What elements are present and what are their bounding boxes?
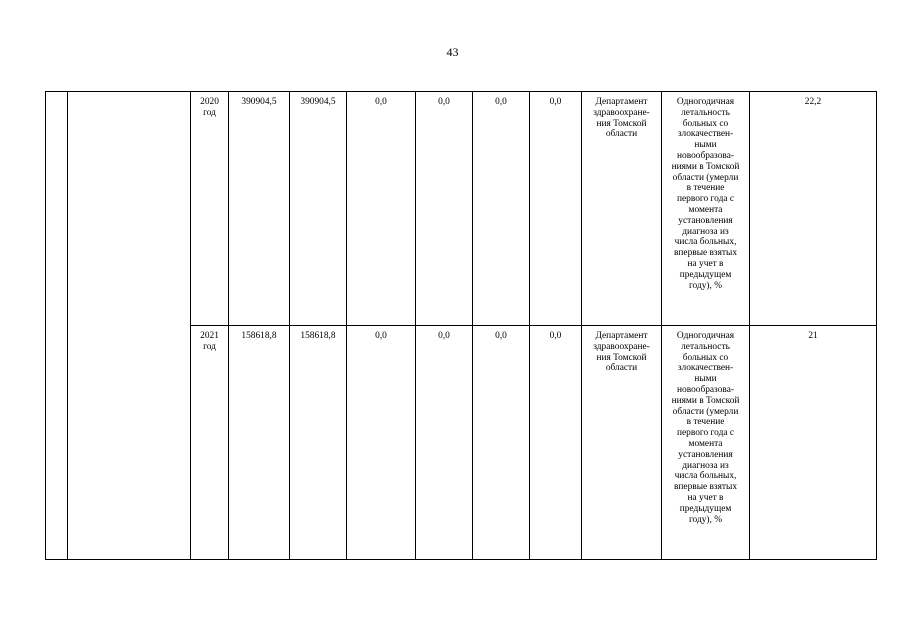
- table-row: [46, 92, 877, 326]
- amount-cell: 0,0: [416, 92, 473, 326]
- amount-cell: 0,0: [347, 92, 416, 326]
- department-cell: Департамент здравоохране- ния Томской области: [582, 92, 662, 326]
- amount-cell: 0,0: [347, 326, 416, 560]
- year-cell: 2021 год: [191, 326, 229, 560]
- year-cell: 2020 год: [191, 92, 229, 326]
- number-cell: [46, 92, 68, 560]
- amount-cell: 0,0: [473, 92, 530, 326]
- amount-cell: 0,0: [473, 326, 530, 560]
- indicator-value-cell: 21: [750, 326, 877, 560]
- amount-cell: 0,0: [416, 326, 473, 560]
- amount-cell: 0,0: [530, 92, 582, 326]
- page-number: 43: [446, 45, 459, 59]
- department-cell: Департамент здравоохране- ния Томской области: [582, 326, 662, 560]
- indicator-value-cell: 22,2: [750, 92, 877, 326]
- budget-table: [45, 91, 877, 560]
- regional-budget-cell: 390904,5: [290, 92, 347, 326]
- indicator-cell: Одногодичная летальность больных со злокачествен- ными новообразова- ниями в Томской области (умерли в течение первого года с момента установления диагноза из числа больных, впервые взятых на учет в предыдущем году), %: [662, 326, 750, 560]
- amount-cell: 0,0: [530, 326, 582, 560]
- total-cell: 390904,5: [229, 92, 290, 326]
- total-cell: 158618,8: [229, 326, 290, 560]
- indicator-cell: Одногодичная летальность больных со злокачествен- ными новообразова- ниями в Томской области (умерли в течение первого года с момента установления диагноза из числа больных, впервые взятых на учет в предыдущем году), %: [662, 92, 750, 326]
- regional-budget-cell: 158618,8: [290, 326, 347, 560]
- name-cell: [68, 92, 191, 560]
